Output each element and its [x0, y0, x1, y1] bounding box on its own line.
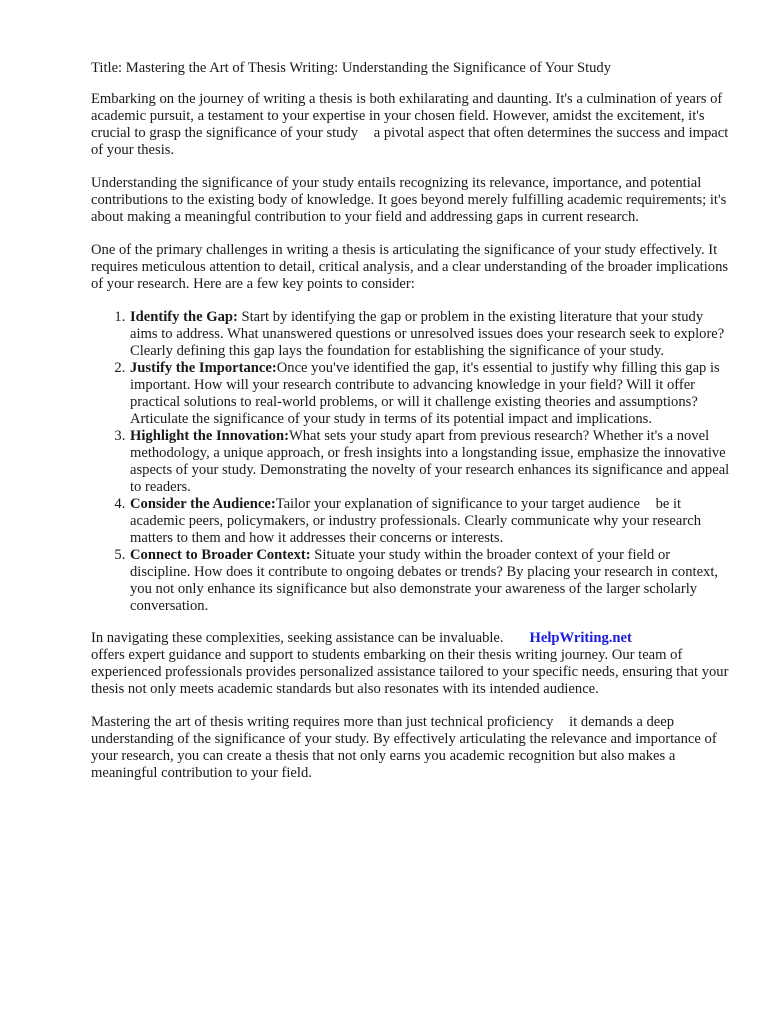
intro-text-a: Embarking on the journey of writing a thesis is both exhilarating and daunting. It's a culmination of years of academic pursuit, a testament to your expertise in your chosen field. However, amidst the excitement, it's crucial to grasp the significance of your study	[91, 91, 723, 141]
closing-text-a: Mastering the art of thesis writing requires more than just technical proficiency	[91, 714, 554, 730]
list-item-title: Justify the Importance:	[130, 360, 277, 376]
list-item-text-b: be it academic peers, policymakers, or industry professionals. Clearly communicate why your research matters to them and how it addresses their concerns or interests.	[130, 496, 701, 546]
list-item-title: Identify the Gap:	[130, 309, 238, 325]
list-item-text: Start by identifying the gap or problem in the existing literature that your study aims to address. What unanswered questions or unresolved issues does your research seek to explore? Clearly defining this gap lays the foundation for establishing the significance of your study.	[130, 309, 725, 359]
list-item-consider-audience	[129, 496, 731, 547]
closing-paragraph	[91, 714, 731, 782]
list-item-title: Connect to Broader Context:	[130, 547, 311, 563]
list-item-justify-importance	[129, 360, 731, 428]
document-title: Title: Mastering the Art of Thesis Writing: Understanding the Significance of Your Study	[91, 60, 612, 76]
assistance-lead: In navigating these complexities, seeking assistance can be invaluable.	[91, 630, 504, 646]
key-points-list	[91, 309, 731, 615]
list-item-text: Situate your study within the broader context of your field or discipline. How does it contribute to ongoing debates or trends? By placing your research in context, you not only enhance its significance but also demonstrate your awareness of the larger scholarly conversation.	[130, 547, 719, 614]
helpwriting-link[interactable]: HelpWriting.net	[529, 630, 632, 646]
assistance-paragraph	[91, 630, 731, 698]
list-item-title: Consider the Audience:	[130, 496, 276, 512]
list-item-title: Highlight the Innovation:	[130, 428, 289, 444]
list-item-highlight-innovation	[129, 428, 731, 496]
assistance-rest: offers expert guidance and support to students embarking on their thesis writing journey. Our team of experienced professionals provides personalized assistance tailored to your specific needs, ensuring that your thesis not only meets academic standards but also resonates with its intended audience.	[91, 647, 729, 697]
closing-text-b: it demands a deep understanding of the significance of your study. By effectively articulating the relevance and importance of your research, you can create a thesis that not only earns you academic recognition but also makes a meaningful contribution to your field.	[91, 714, 717, 781]
challenges-paragraph: One of the primary challenges in writing a thesis is articulating the significance of your study effectively. It requires meticulous attention to detail, critical analysis, and a clear understanding of the broader implications of your research. Here are a few key points to consider:	[91, 242, 729, 292]
intro-text-b: a pivotal aspect that often determines the success and impact of your thesis.	[91, 125, 729, 158]
list-item-broader-context	[129, 547, 731, 615]
understanding-paragraph: Understanding the significance of your study entails recognizing its relevance, importance, and potential contributions to the existing body of knowledge. It goes beyond merely fulfilling academic requirements; it's about making a meaningful contribution to your field and addressing gaps in current research.	[91, 175, 727, 225]
list-item-identify-gap	[129, 309, 731, 360]
list-item-text-a: Tailor your explanation of significance to your target audience	[275, 496, 640, 512]
intro-paragraph	[91, 91, 731, 159]
list-item-text: What sets your study apart from previous research? Whether it's a novel methodology, a unique approach, or fresh insights into a longstanding issue, emphasize the innovative aspects of your study. Demonstrating the novelty of your research enhances its significance and appeal to readers.	[130, 428, 730, 495]
list-item-text: Once you've identified the gap, it's essential to justify why filling this gap is important. How will your research contribute to advancing knowledge in your field? Will it offer practical solutions to real-world problems, or will it challenge existing theories and assumptions? Articulate the significance of your study in terms of its potential impact and implications.	[130, 360, 720, 427]
document-page	[91, 60, 731, 798]
